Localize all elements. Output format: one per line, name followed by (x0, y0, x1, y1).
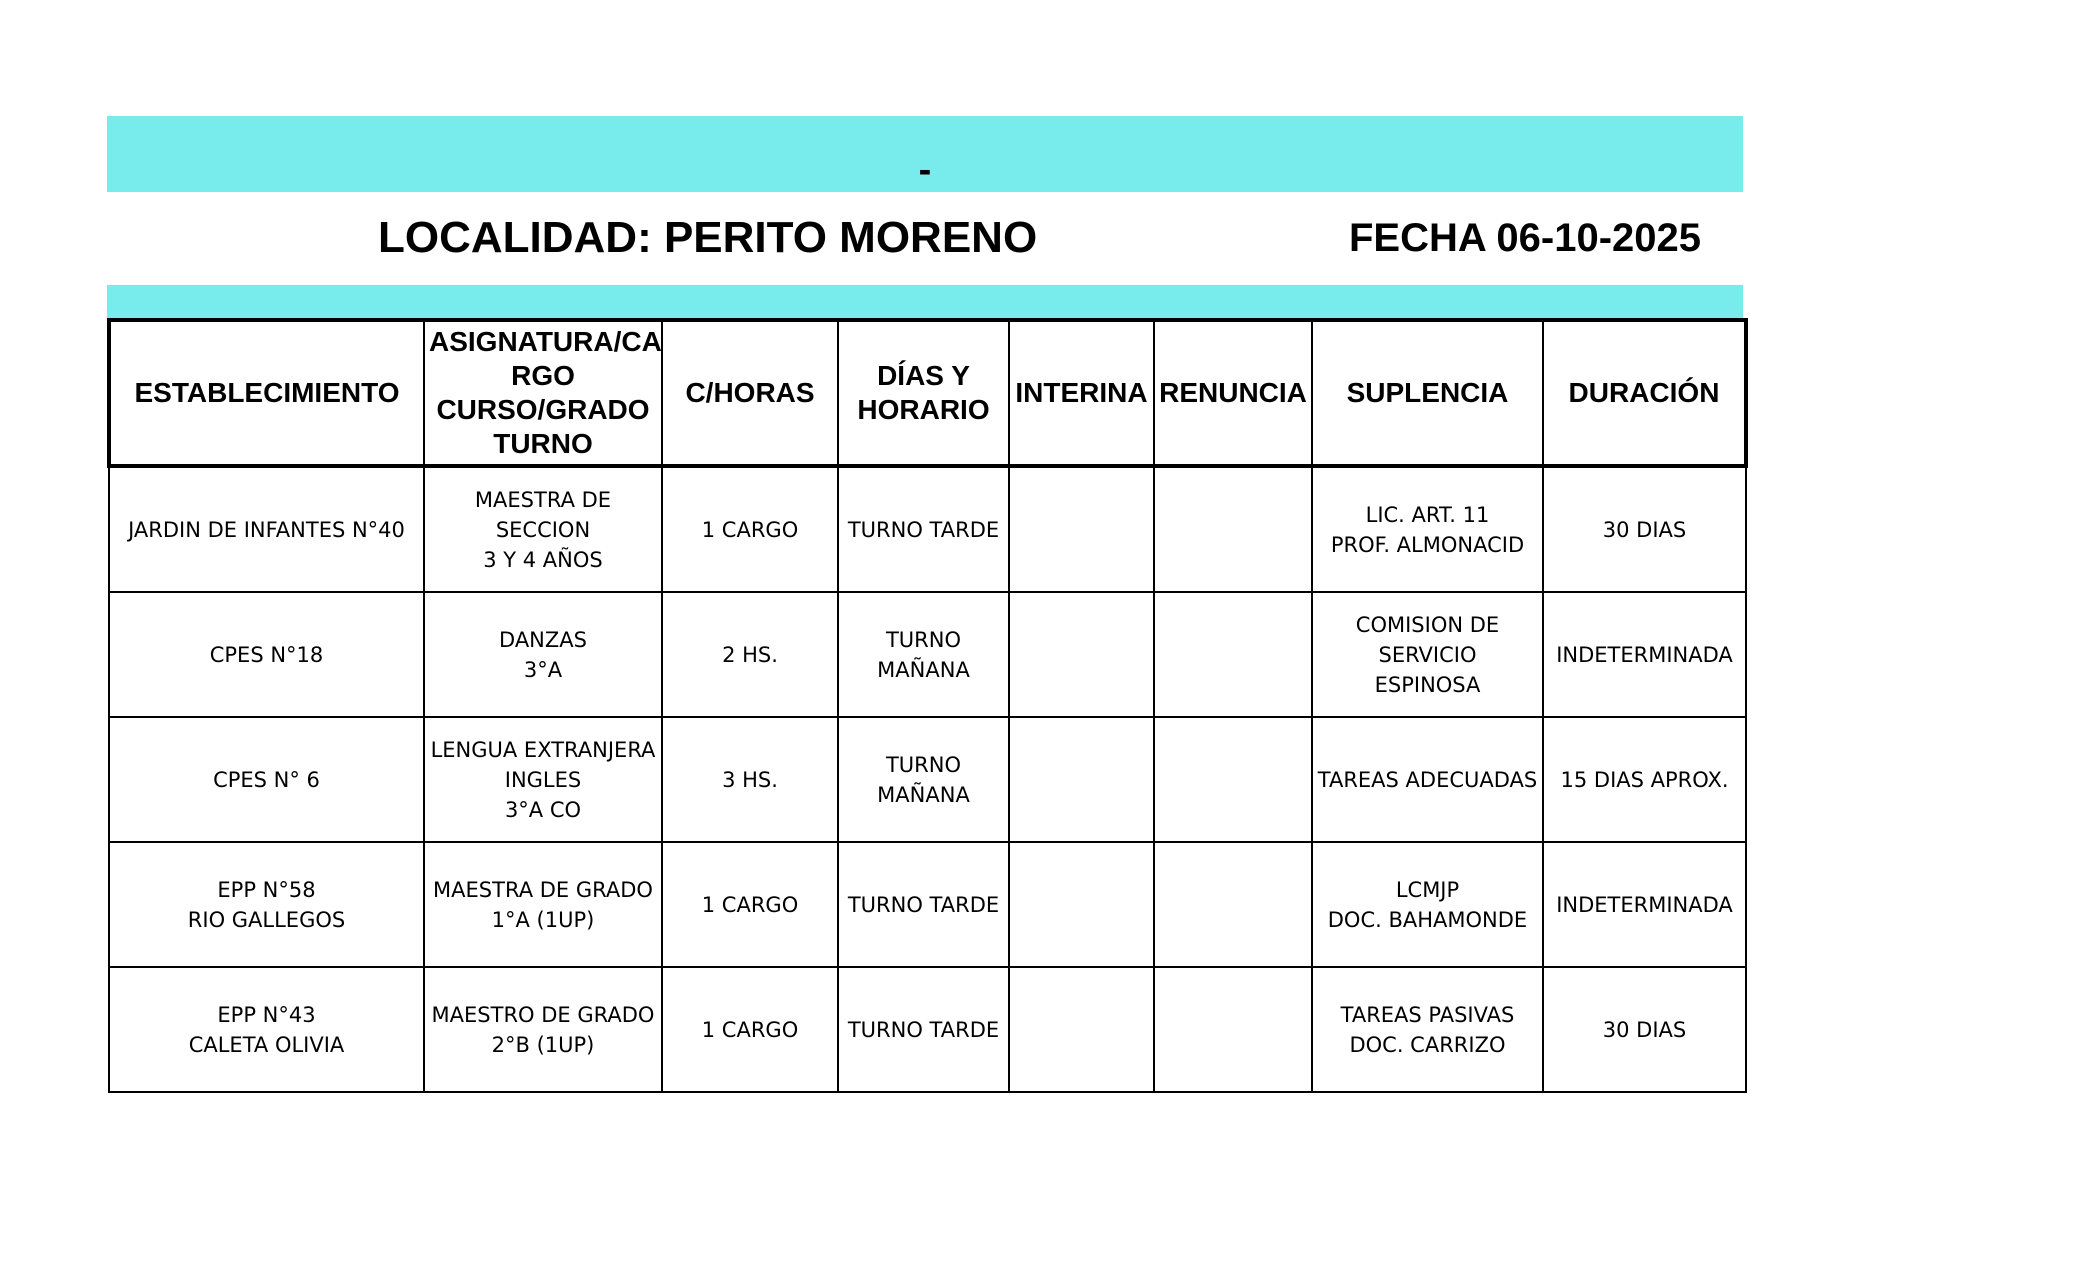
table-row (109, 717, 1746, 842)
cell-renuncia (1154, 717, 1312, 842)
cell-horas: 3 HS. (662, 717, 838, 842)
cell-duracion: 15 DIAS APROX. (1543, 717, 1746, 842)
cell-duracion: INDETERMINADA (1543, 592, 1746, 717)
cell-asignatura: MAESTRA DE SECCION 3 Y 4 AÑOS (424, 466, 662, 592)
cell-horario: TURNO TARDE (838, 967, 1009, 1092)
banner-mark: - (918, 149, 932, 191)
cell-renuncia (1154, 592, 1312, 717)
cell-renuncia (1154, 967, 1312, 1092)
table-row (109, 967, 1746, 1092)
cell-asignatura: MAESTRO DE GRADO 2°B (1UP) (424, 967, 662, 1092)
cell-horario: TURNO MAÑANA (838, 717, 1009, 842)
cell-establecimiento: EPP N°58 RIO GALLEGOS (109, 842, 424, 967)
col-header-horas: C/HORAS (662, 320, 838, 466)
table-row (109, 466, 1746, 592)
col-header-renuncia: RENUNCIA (1154, 320, 1312, 466)
cell-establecimiento: CPES N°18 (109, 592, 424, 717)
col-header-duracion: DURACIÓN (1543, 320, 1746, 466)
cell-establecimiento: CPES N° 6 (109, 717, 424, 842)
cell-interina (1009, 592, 1154, 717)
cell-renuncia (1154, 466, 1312, 592)
cell-horario: TURNO MAÑANA (838, 592, 1009, 717)
cell-horas: 2 HS. (662, 592, 838, 717)
vacancies-table (107, 318, 1748, 1093)
table-row (109, 592, 1746, 717)
cell-establecimiento: JARDIN DE INFANTES N°40 (109, 466, 424, 592)
cell-horario: TURNO TARDE (838, 842, 1009, 967)
cell-interina (1009, 967, 1154, 1092)
cell-horas: 1 CARGO (662, 466, 838, 592)
cell-interina (1009, 717, 1154, 842)
cell-horas: 1 CARGO (662, 842, 838, 967)
cell-suplencia: TAREAS PASIVAS DOC. CARRIZO (1312, 967, 1543, 1092)
cell-renuncia (1154, 842, 1312, 967)
cell-suplencia: COMISION DE SERVICIO ESPINOSA (1312, 592, 1543, 717)
top-banner (107, 116, 1743, 192)
cell-horas: 1 CARGO (662, 967, 838, 1092)
cell-duracion: 30 DIAS (1543, 466, 1746, 592)
cell-establecimiento: EPP N°43 CALETA OLIVIA (109, 967, 424, 1092)
cell-asignatura: LENGUA EXTRANJERA INGLES 3°A CO (424, 717, 662, 842)
header-divider-band (107, 285, 1743, 318)
col-header-asignatura: ASIGNATURA/CA RGO CURSO/GRADO TURNO (424, 320, 662, 466)
cell-interina (1009, 466, 1154, 592)
cell-suplencia: TAREAS ADECUADAS (1312, 717, 1543, 842)
col-header-horario: DÍAS Y HORARIO (838, 320, 1009, 466)
col-header-suplencia: SUPLENCIA (1312, 320, 1543, 466)
cell-duracion: 30 DIAS (1543, 967, 1746, 1092)
cell-horario: TURNO TARDE (838, 466, 1009, 592)
col-header-interina: INTERINA (1009, 320, 1154, 466)
localidad-title: LOCALIDAD: PERITO MORENO (378, 213, 1038, 262)
cell-interina (1009, 842, 1154, 967)
cell-suplencia: LIC. ART. 11 PROF. ALMONACID (1312, 466, 1543, 592)
table-row (109, 842, 1746, 967)
cell-asignatura: DANZAS 3°A (424, 592, 662, 717)
header-row (109, 320, 1746, 466)
cell-asignatura: MAESTRA DE GRADO 1°A (1UP) (424, 842, 662, 967)
cell-suplencia: LCMJP DOC. BAHAMONDE (1312, 842, 1543, 967)
cell-duracion: INDETERMINADA (1543, 842, 1746, 967)
col-header-establecimiento: ESTABLECIMIENTO (109, 320, 424, 466)
fecha-label: FECHA 06-10-2025 (1349, 216, 1702, 260)
